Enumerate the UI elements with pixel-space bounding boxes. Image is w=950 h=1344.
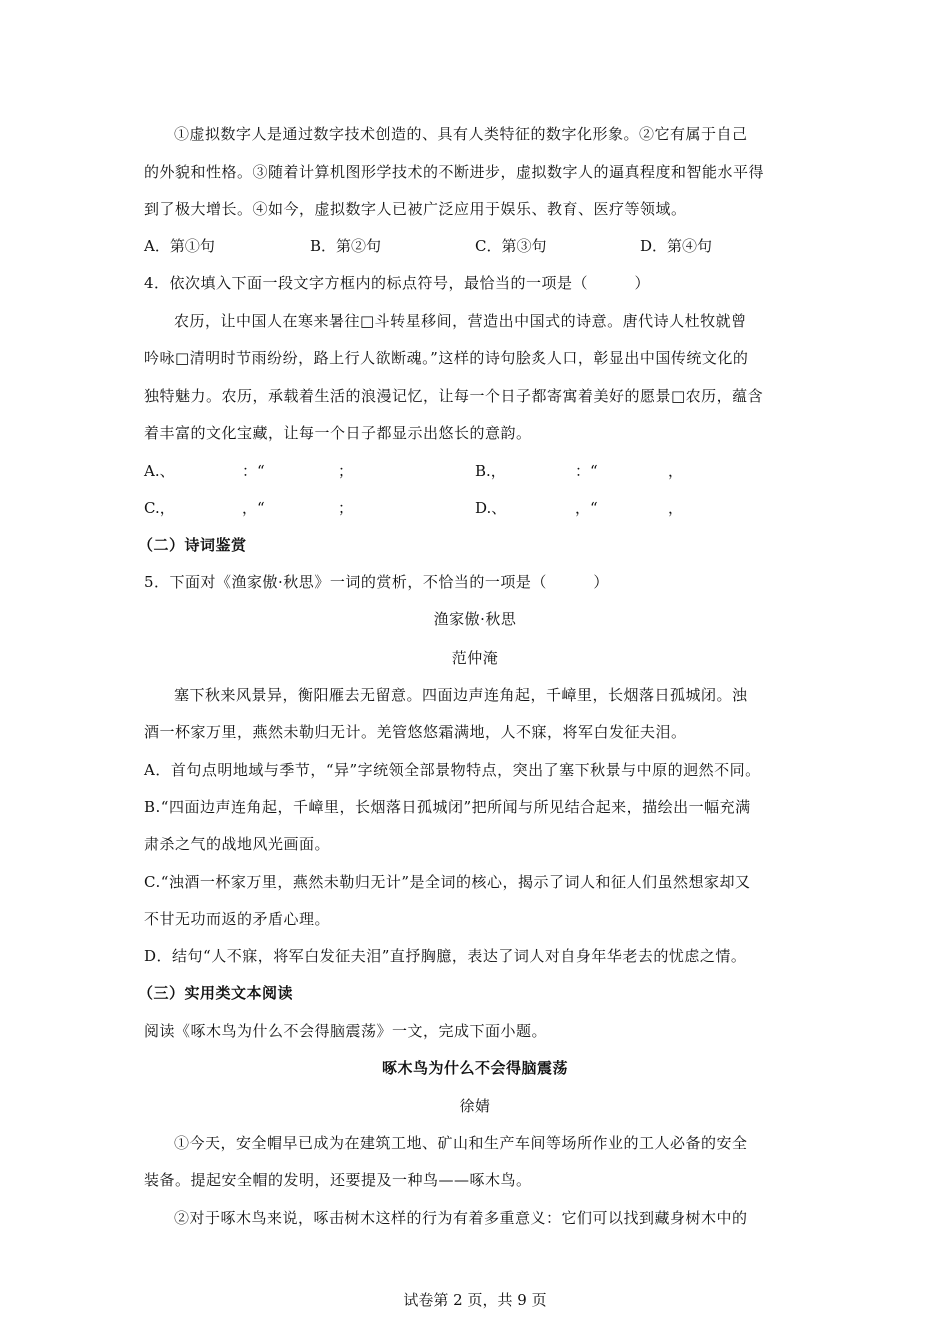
q3-passage-line: ①虚拟数字人是通过数字技术创造的、具有人类特征的数字化形象。②它有属于自己	[174, 125, 748, 143]
q5-option-b: B.“四面边声连角起，千嶂里，长烟落日孤城闭”把所闻与所见结合起来，描绘出一幅充满	[144, 798, 751, 816]
q4-option-b-label: B.，	[475, 462, 506, 480]
reading-intro: 阅读《啄木鸟为什么不会得脑震荡》一文，完成下面小题。	[144, 1022, 548, 1040]
section-title-poetry: （二）诗词鉴赏	[138, 536, 247, 554]
q4-passage-line: 吟咏□清明时节雨纷纷，路上行人欲断魂。”这样的诗句脍炙人口，彰显出中国传统文化的	[144, 349, 749, 367]
q3-option-c: C．第③句	[475, 237, 547, 255]
q4-option-d-mark3: ，	[668, 499, 684, 517]
article-author: 徐婧	[459, 1097, 491, 1115]
q4-option-b-mark3: ，	[668, 462, 684, 480]
q4-option-b-mark2: ：“	[575, 462, 598, 480]
q3-option-a: A．第①句	[144, 237, 215, 255]
q4-passage-line: 独特魅力。农历，承载着生活的浪漫记忆，让每一个日子都寄寓着美好的愿景□农历，蕴含	[144, 387, 764, 405]
article-line: 装备。提起安全帽的发明，还要提及一种鸟——啄木鸟。	[144, 1171, 532, 1189]
q4-option-c-mark2: ，“	[242, 499, 265, 517]
poem-line: 酒一杯家万里，燕然未勒归无计。羌管悠悠霜满地，人不寐，将军白发征夫泪。	[144, 723, 687, 741]
q3-passage-line: 的外貌和性格。③随着计算机图形学技术的不断进步，虚拟数字人的逼真程度和智能水平得	[144, 163, 765, 181]
q5-option-c-cont: 不甘无功而返的矛盾心理。	[144, 910, 331, 928]
q5-option-d: D．结句“人不寐，将军白发征夫泪”直抒胸臆，表达了词人对自身年华老去的忧虑之情。	[144, 947, 747, 965]
page-footer: 试卷第 2 页，共 9 页	[403, 1291, 547, 1309]
q4-option-a-label: A.、	[144, 462, 175, 480]
q5-stem: 5．下面对《渔家傲·秋思》一词的赏析，不恰当的一项是（ ）	[144, 573, 609, 591]
q4-passage-line: 着丰富的文化宝藏，让每一个日子都显示出悠长的意韵。	[144, 424, 532, 442]
poem-line: 塞下秋来风景异，衡阳雁去无留意。四面边声连角起，千嶂里，长烟落日孤城闭。浊	[174, 686, 748, 704]
q4-option-d-label: D.、	[475, 499, 507, 517]
poem-author: 范仲淹	[451, 649, 499, 667]
q5-option-c: C.“浊酒一杯家万里，燕然未勒归无计”是全词的核心，揭示了词人和征人们虽然想家却又	[144, 873, 751, 891]
article-line: ①今天，安全帽早已成为在建筑工地、矿山和生产车间等场所作业的工人必备的安全	[174, 1134, 748, 1152]
q5-option-b-cont: 肃杀之气的战地风光画面。	[144, 835, 331, 853]
poem-title: 渔家傲·秋思	[433, 610, 517, 628]
article-line: ②对于啄木鸟来说，啄击树木这样的行为有着多重意义：它们可以找到藏身树木中的	[174, 1209, 748, 1227]
q5-option-a: A．首句点明地域与季节，“异”字统领全部景物特点，突出了塞下秋景与中原的迥然不同。	[144, 761, 761, 779]
section-title-practical-reading: （三）实用类文本阅读	[138, 984, 294, 1002]
article-title: 啄木鸟为什么不会得脑震荡	[381, 1059, 568, 1077]
q4-option-d-mark2: ，“	[575, 499, 598, 517]
q3-option-b: B．第②句	[310, 237, 382, 255]
q3-passage-line: 到了极大增长。④如今，虚拟数字人已被广泛应用于娱乐、教育、医疗等领域。	[144, 200, 687, 218]
q4-option-a-mark3: ；	[338, 462, 354, 480]
q4-option-c-mark3: ；	[338, 499, 354, 517]
q4-stem: 4．依次填入下面一段文字方框内的标点符号，最恰当的一项是（ ）	[144, 274, 651, 292]
q4-option-c-label: C.，	[144, 499, 175, 517]
q4-option-a-mark2: ：“	[242, 462, 265, 480]
q3-option-d: D．第④句	[640, 237, 713, 255]
q4-passage-line: 农历，让中国人在寒来暑往□斗转星移间，营造出中国式的诗意。唐代诗人杜牧就曾	[174, 312, 747, 330]
